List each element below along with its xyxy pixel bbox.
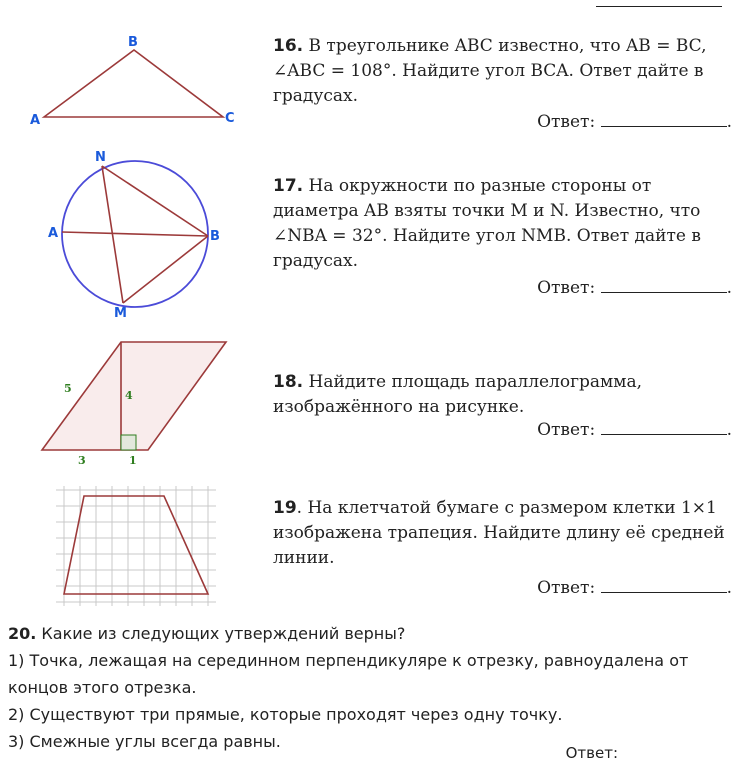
- problem-18-number: 18.: [273, 372, 304, 392]
- problem-18: [273, 370, 733, 420]
- point-c-label: C: [225, 111, 235, 126]
- answer-line[interactable]: [601, 276, 727, 293]
- problem-18-text: Найдите площадь параллелограмма, изображённого на рисунке.: [273, 372, 643, 417]
- problem-19-number: 19: [273, 498, 297, 518]
- base-left-label: 3: [78, 454, 86, 467]
- problem-20: [8, 620, 740, 755]
- problem-16-number: 16.: [273, 36, 304, 56]
- statement-2: 2) Существуют три прямые, которые проходят через одну точку.: [8, 705, 563, 724]
- problem-19: [273, 496, 733, 571]
- answer-line[interactable]: [601, 576, 727, 593]
- point-b-label: B: [128, 35, 138, 50]
- answer-label: Ответ:: [537, 578, 596, 598]
- statement-1: 1) Точка, лежащая на серединном перпендикуляре к отрезку, равноудалена от концов этого отрезка.: [8, 651, 689, 697]
- statement-3: 3) Смежные углы всегда равны.: [8, 732, 281, 751]
- answer-label: Ответ:: [565, 744, 618, 762]
- problem-20-answer: [566, 744, 618, 762]
- side-label: 5: [64, 382, 72, 395]
- problem-18-answer: Ответ: .: [537, 420, 732, 440]
- problem-19-text: . На клетчатой бумаге с размером клетки 1×1 изображена трапеция. Найдите длину её средней линии.: [273, 498, 725, 568]
- answer-line[interactable]: [601, 110, 727, 127]
- trapezoid-grid-figure: [52, 486, 220, 608]
- point-a-label: A: [48, 226, 59, 241]
- problem-20-text: Какие из следующих утверждений верны?: [36, 624, 406, 643]
- problem-17-text: На окружности по разные стороны от диаметра AB взяты точки M и N. Известно, что ∠NBA = 32°. Найдите угол NMB. Ответ дайте в градусах.: [273, 176, 701, 271]
- problem-17-number: 17.: [273, 176, 304, 196]
- base-right-label: 1: [129, 454, 137, 467]
- problem-20-number: 20.: [8, 624, 37, 643]
- parallelogram-figure: [36, 336, 236, 472]
- point-m-label: M: [114, 306, 127, 320]
- problem-16-text: В треугольнике ABC известно, что AB = BC, ∠ABC = 108°. Найдите угол BCA. Ответ дайте в градусах.: [273, 36, 707, 106]
- height-label: 4: [125, 389, 133, 402]
- triangle-figure: [28, 34, 244, 130]
- problem-17: [273, 174, 733, 274]
- top-answer-line: [596, 6, 722, 7]
- problem-19-answer: Ответ: .: [537, 578, 732, 598]
- answer-line[interactable]: [601, 418, 727, 435]
- answer-label: Ответ:: [537, 420, 596, 440]
- point-b-label: B: [210, 229, 220, 244]
- point-a-label: A: [30, 113, 41, 128]
- answer-label: Ответ:: [537, 278, 596, 298]
- problem-16-answer: Ответ: .: [537, 112, 732, 132]
- point-n-label: N: [95, 150, 106, 165]
- problem-17-answer: Ответ: .: [537, 278, 732, 298]
- problem-16: [273, 34, 733, 109]
- circle-figure: [44, 148, 234, 320]
- answer-label: Ответ:: [537, 112, 596, 132]
